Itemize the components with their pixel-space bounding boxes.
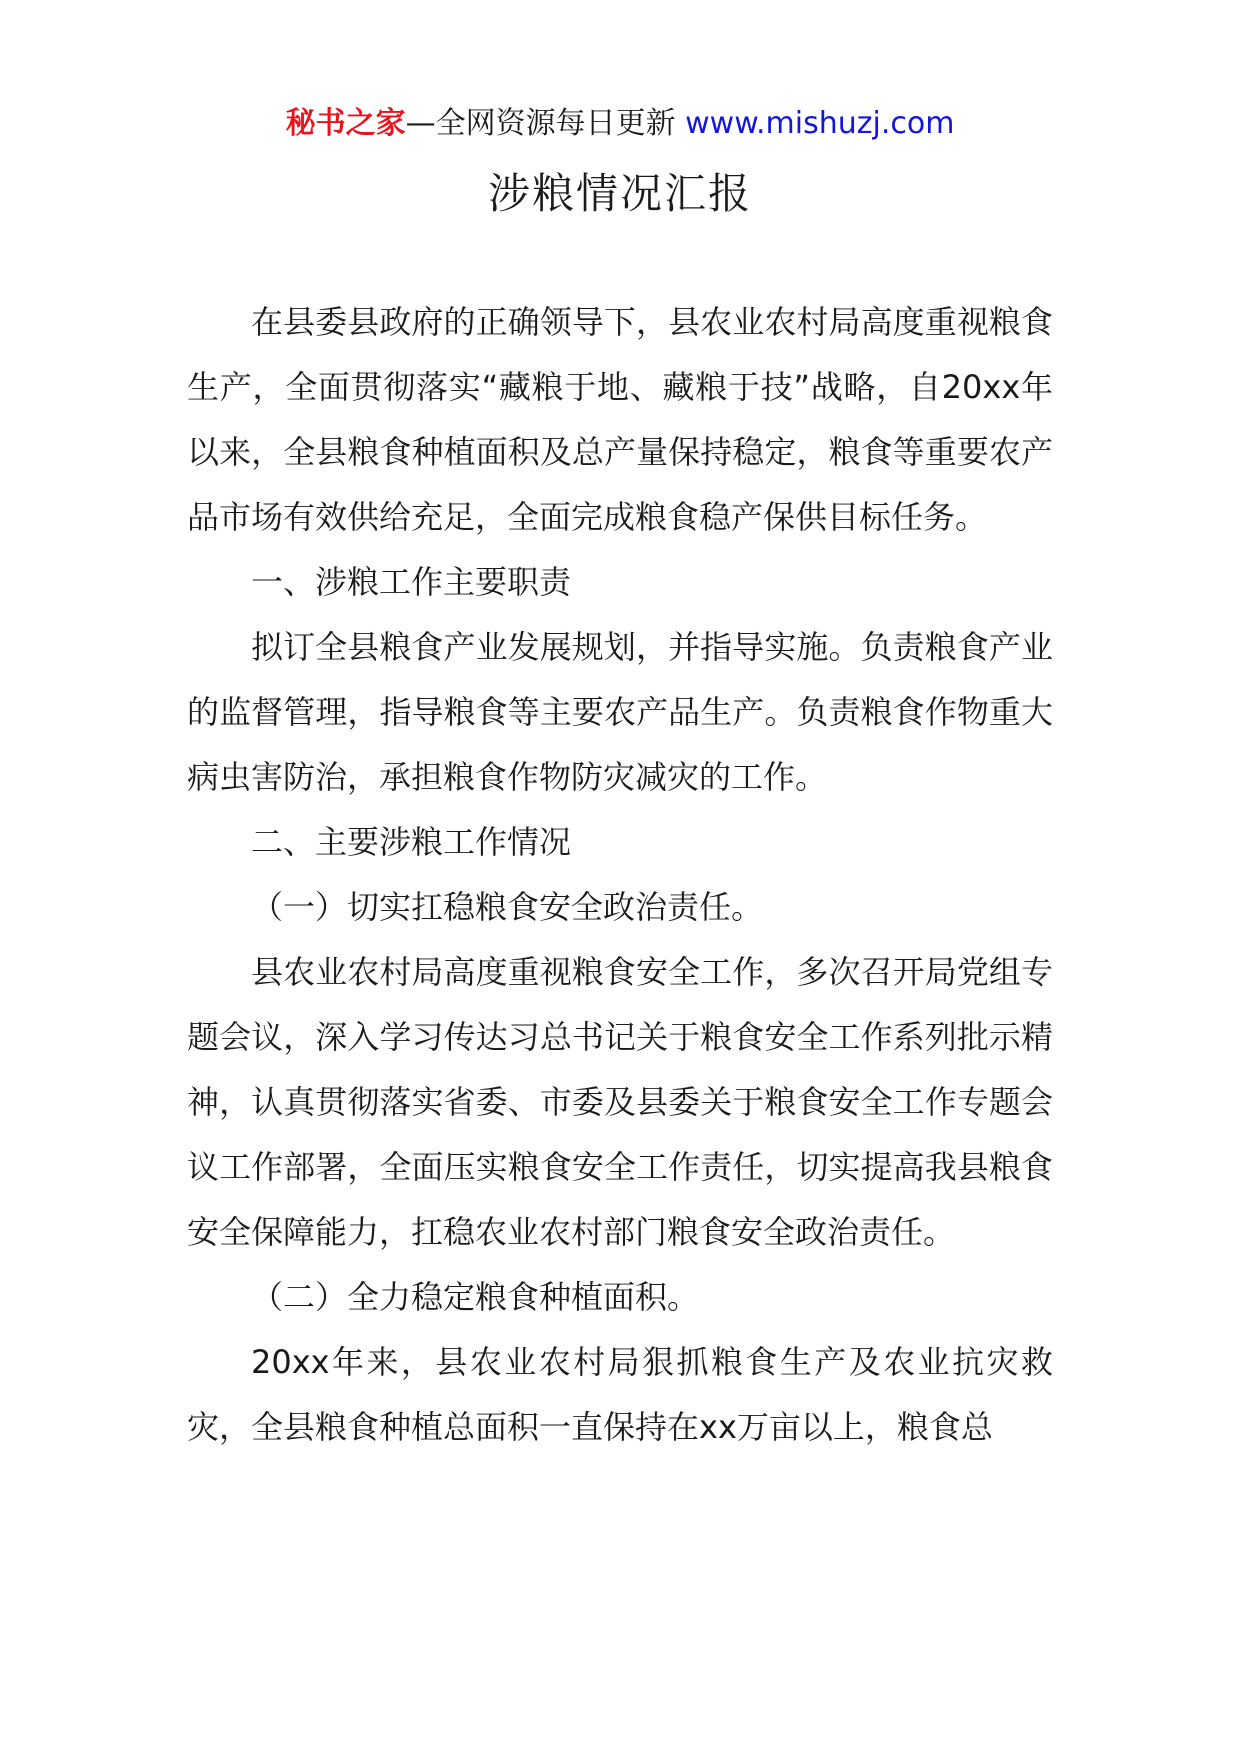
document-body <box>187 290 1053 1460</box>
document-title: 涉粮情况汇报 <box>487 169 752 218</box>
paragraph-intro: 在县委县政府的正确领导下，县农业农村局高度重视粮食生产，全面贯彻落实“藏粮于地、藏粮于技”战略，自20xx年以来，全县粮食种植面积及总产量保持稳定，粮食等重要农产品市场有效供给充足，全面完成粮食稳产保供目标任务。 <box>187 303 1053 536</box>
site-tagline: —全网资源每日更新 <box>405 106 686 141</box>
subheading-responsibility: （一）切实扛稳粮食安全政治责任。 <box>251 888 764 926</box>
paragraph-planting-area: 20xx年来，县农业农村局狠抓粮食生产及农业抗灾救灾，全县粮食种植总面积一直保持在xx万亩以上，粮食总 <box>187 1343 1053 1446</box>
subheading-planting-area: （二）全力稳定粮食种植面积。 <box>251 1278 700 1316</box>
site-url-link[interactable]: www.mishuzj.com <box>685 106 955 141</box>
paragraph-responsibility: 县农业农村局高度重视粮食安全工作，多次召开局党组专题会议，深入学习传达习总书记关于粮食安全工作系列批示精神，认真贯彻落实省委、市委及县委关于粮食安全工作专题会议工作部署，全面压实粮食安全工作责任，切实提高我县粮食安全保障能力，扛稳农业农村部门粮食安全政治责任。 <box>187 953 1053 1251</box>
site-brand: 秘书之家 <box>285 106 406 141</box>
site-banner <box>0 104 1240 144</box>
section-heading-duties: 一、涉粮工作主要职责 <box>251 563 572 601</box>
section-heading-work: 二、主要涉粮工作情况 <box>251 823 572 861</box>
paragraph-duties: 拟订全县粮食产业发展规划，并指导实施。负责粮食产业的监督管理，指导粮食等主要农产品生产。负责粮食作物重大病虫害防治，承担粮食作物防灾减灾的工作。 <box>187 628 1053 796</box>
